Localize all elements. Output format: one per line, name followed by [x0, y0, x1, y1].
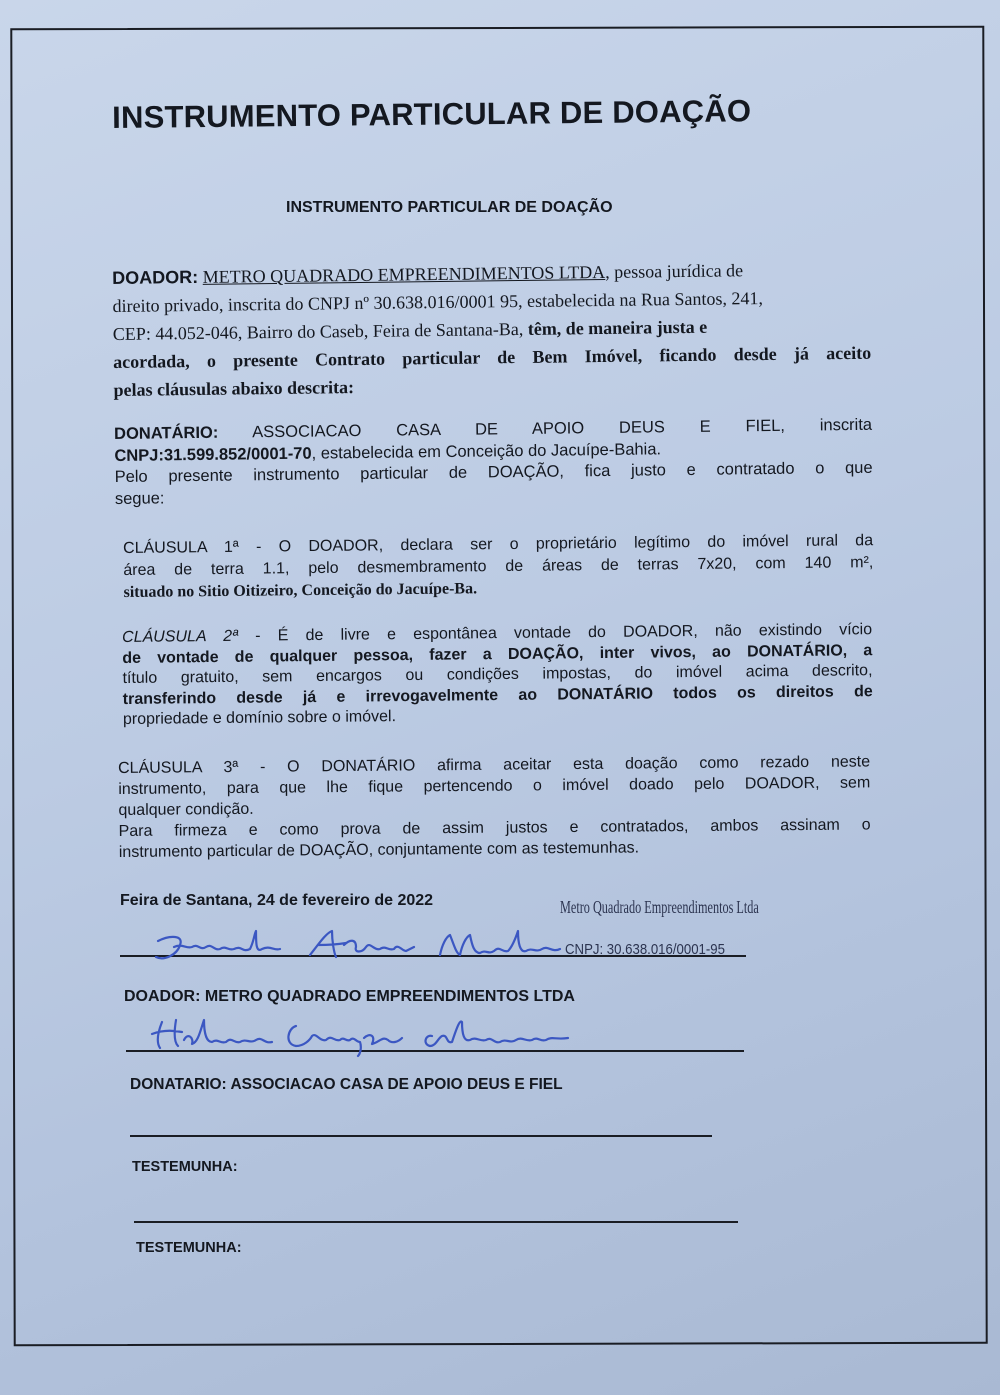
- doador-line-2: direito privado, inscrita do CNPJ nº 30.638.016/0001 95, estabelecida na Rua Santos, 241,: [112, 288, 764, 316]
- donatario-cnpj: CNPJ:31.599.852/0001-70: [114, 444, 312, 465]
- doador-text-1: , pessoa jurídica de: [605, 260, 744, 282]
- clausula-3-line-1: CLÁUSULA 3ª - O DONATÁRIO afirma aceitar esta doação como rezado neste: [118, 753, 871, 777]
- clausula-2-line-5: propriedade e domínio sobre o imóvel.: [122, 708, 397, 728]
- document-title: INSTRUMENTO PARTICULAR DE DOAÇÃO: [112, 93, 752, 135]
- clausula-3-line-2: instrumento, para que lhe fique pertencendo o imóvel doado pelo DOADOR, sem: [118, 774, 871, 798]
- clausula-3-line-5: instrumento particular de DOAÇÃO, conjuntamente com as testemunhas.: [118, 839, 640, 861]
- doador-label: DOADOR:: [112, 266, 199, 288]
- doador-company-name: METRO QUADRADO EMPREENDIMENTOS LTDA: [202, 261, 606, 287]
- clausula-1-line-3: situado no Sitio Oitizeiro, Conceição do Jacuípe-Ba.: [123, 580, 478, 601]
- clausula-2-label: CLÁUSULA 2ª: [122, 627, 239, 646]
- document-subtitle: INSTRUMENTO PARTICULAR DE DOAÇÃO: [286, 199, 613, 216]
- clausula-2-line-2: de vontade de qualquer pessoa, fazer a DOAÇÃO, inter vivos, ao DONATÁRIO, a: [122, 641, 873, 667]
- donatario-line-4: segue:: [114, 488, 165, 508]
- donatario-line-2: , estabelecida em Conceição do Jacuípe-Bahia.: [311, 439, 662, 463]
- doador-signature-label: DOADOR: METRO QUADRADO EMPREENDIMENTOS LTDA: [124, 988, 575, 1005]
- clausula-1: [123, 530, 874, 604]
- clausula-1-line-2: área de terra 1.1, pelo desmembramento de áreas de terras 7x20, com 140 m²,: [123, 554, 874, 579]
- doador-line-5: pelas cláusulas abaixo descrita:: [113, 377, 355, 400]
- donatario-paragraph: [114, 415, 873, 510]
- doador-line-4: acordada, o presente Contrato particular de Bem Imóvel, ficando desde já aceito: [113, 342, 872, 372]
- testemunha-2-signature-line: [134, 1221, 738, 1223]
- doador-handwritten-signature: [150, 925, 580, 970]
- clausula-2: [122, 620, 873, 730]
- clausula-2-line-3: título gratuito, sem encargos ou condições impostas, do imóvel acima descrito,: [122, 662, 873, 687]
- testemunha-1-label: TESTEMUNHA:: [132, 1159, 238, 1175]
- testemunha-1-signature-line: [130, 1135, 712, 1137]
- clausula-2-line-4: transferindo desde já e irrevogavelmente ao DONATÁRIO todos os direitos de: [122, 682, 873, 708]
- clausula-1-line-1: CLÁUSULA 1ª - O DOADOR, declara ser o proprietário legítimo do imóvel rural da: [123, 532, 874, 557]
- doador-line-3-regular: CEP: 44.052-046, Bairro do Caseb, Feira de Santana-Ba,: [112, 318, 524, 344]
- clausula-3: [118, 751, 871, 863]
- donatario-line-1: ASSOCIACAO CASA DE APOIO DEUS E FIEL, inscrita: [252, 415, 873, 442]
- clausula-3-line-4: Para firmeza e como prova de assim justos e contratados, ambos assinam o: [118, 816, 871, 840]
- donatario-handwritten-signature: [148, 1014, 608, 1059]
- donatario-label: DONATÁRIO:: [114, 423, 219, 443]
- company-stamp-cnpj: CNPJ: 30.638.016/0001-95: [565, 941, 725, 958]
- company-stamp-name: Metro Quadrado Empreendimentos Ltda: [560, 897, 759, 917]
- doador-line-3-bold: têm, de maneira justa e: [523, 316, 708, 339]
- donatario-signature-label: DONATARIO: ASSOCIACAO CASA DE APOIO DEUS E FIEL: [130, 1076, 563, 1093]
- doador-paragraph: [112, 255, 872, 404]
- donatario-line-3: Pelo presente instrumento particular de DOAÇÃO, fica justo e contratado o que: [114, 458, 873, 486]
- clausula-3-line-3: qualquer condição.: [118, 800, 254, 819]
- testemunha-2-label: TESTEMUNHA:: [136, 1240, 242, 1256]
- date-line: Feira de Santana, 24 de fevereiro de 2022: [120, 892, 434, 909]
- clausula-2-line-1: - É de livre e espontânea vontade do DOADOR, não existindo vício: [237, 621, 873, 645]
